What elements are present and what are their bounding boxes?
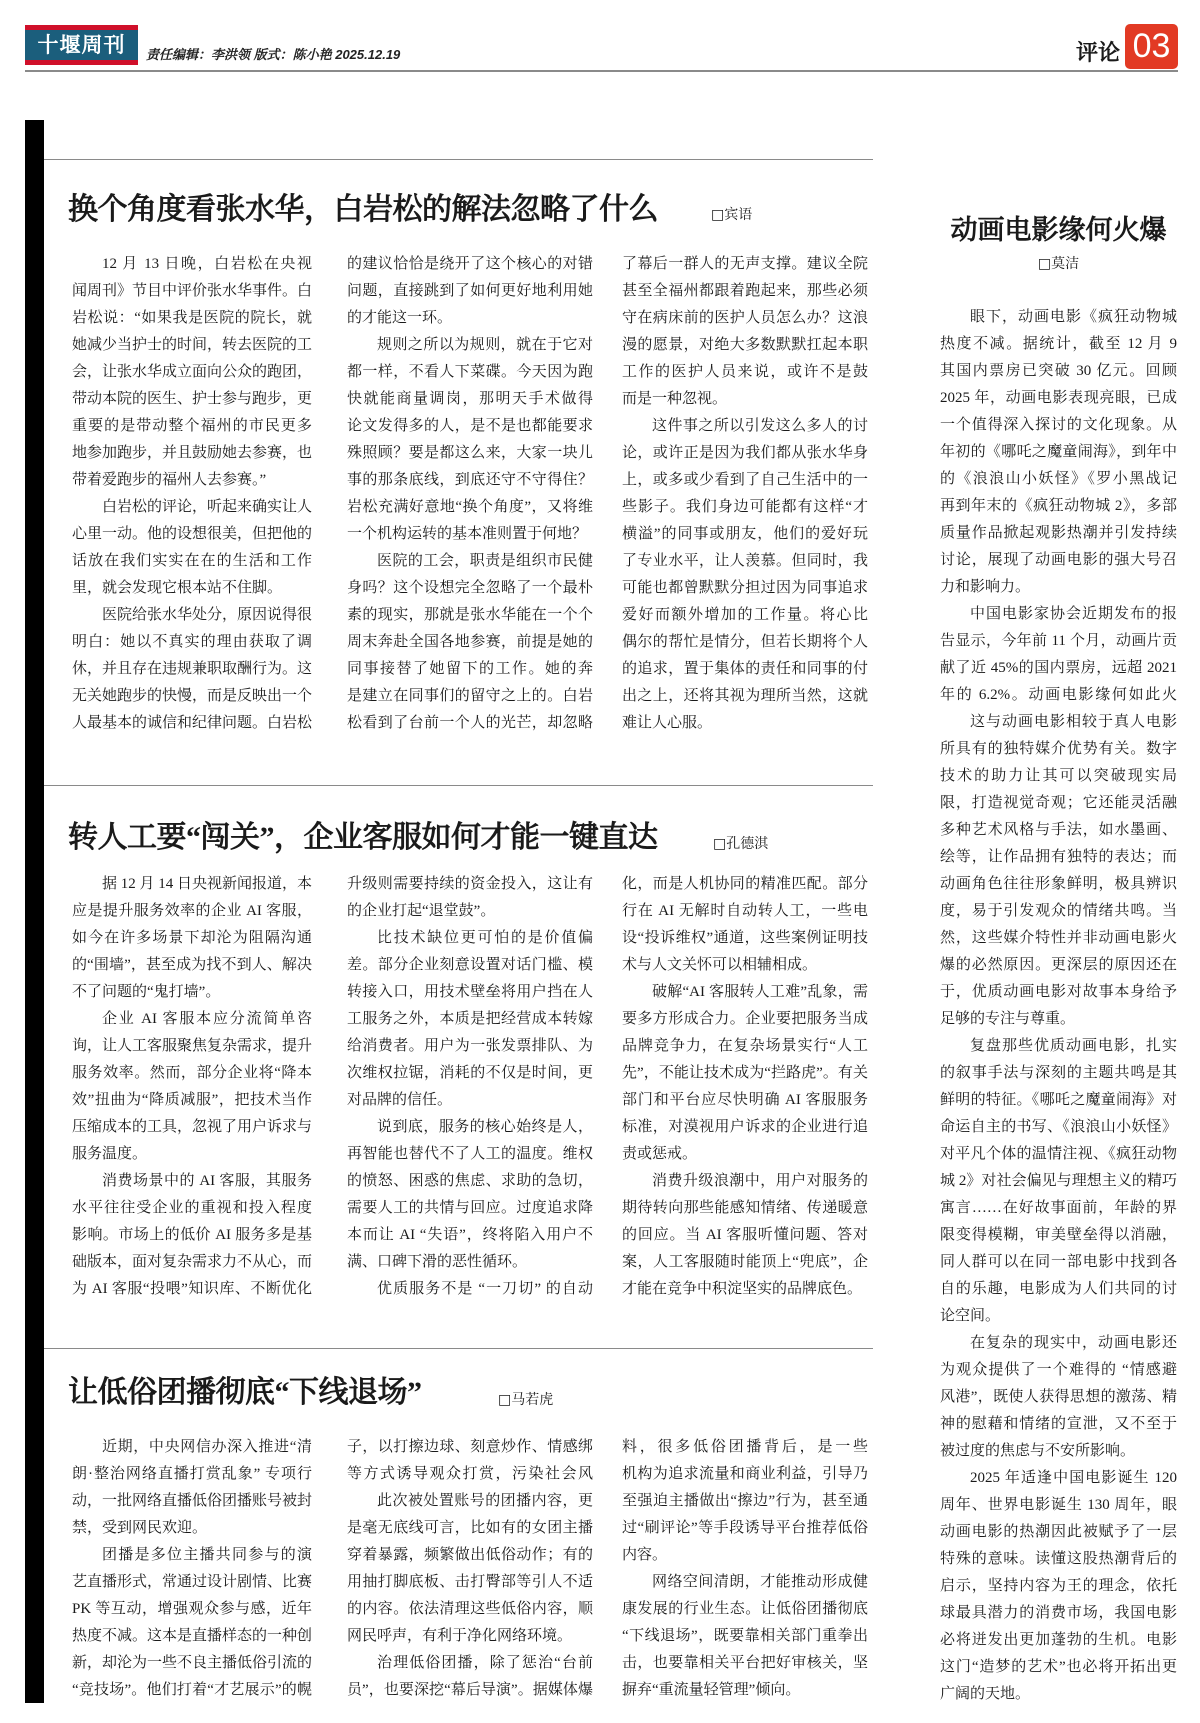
text-line: 的《浪浪山小妖怪》《罗小黑战记: [940, 471, 1177, 487]
text-line: 周年、世界电影诞生 130 周年，眼: [940, 1497, 1177, 1513]
text-line: 白岩松的评论，听起来确实让人: [102, 499, 312, 515]
text-line: 这件事之所以引发这么多人的讨: [652, 418, 868, 434]
text-line: 的内容。依法清理这些低俗内容，顺: [347, 1601, 593, 1617]
text-line: 本而让 AI “失语”，终将陷入用户不: [347, 1227, 593, 1243]
text-line: 技术的助力让其可以突破现实局: [940, 768, 1177, 784]
text-line: 素的现实，那就是张水华能在一个个: [347, 607, 593, 623]
text-line: 服务温度。: [72, 1146, 148, 1162]
text-line: 被过度的焦虑与不安所影响。: [940, 1443, 1136, 1459]
text-line: 重要的是带动整个福州的市民更多: [72, 418, 312, 434]
text-line: 不了问题的“鬼打墙”。: [72, 984, 221, 1000]
article-column: [622, 1434, 868, 1704]
text-line: 标准，对漠视用户诉求的企业进行追: [622, 1119, 868, 1135]
text-line: 行在 AI 无解时自动转人工，一些电: [622, 903, 868, 919]
text-line: 的回应。当 AI 客服听懂问题、答对: [622, 1227, 868, 1243]
text-line: 可能也都曾默默分担过因为同事追求: [622, 580, 868, 596]
text-line: 一个机构运转的基本准则置于何地？: [347, 526, 588, 542]
text-line: 才能在竞争中积淀坚实的品牌底色。: [622, 1281, 863, 1297]
text-line: 特殊的意味。读懂这股热潮背后的: [940, 1551, 1177, 1567]
text-line: 都一样，不看人下菜碟。今天因为跑: [347, 364, 593, 380]
text-line: 松看到了台前一个人的光芒，却忽略: [347, 715, 593, 731]
text-line: 在复杂的现实中，动画电影还: [970, 1335, 1177, 1351]
text-line: PK 等互动，增强观众参与感，近年: [72, 1601, 312, 1617]
text-line: 这与动画电影相较于真人电影: [970, 714, 1177, 730]
text-line: 中国电影家协会近期发布的报: [970, 606, 1177, 622]
text-line: 所具有的独特媒介优势有关。数字: [940, 741, 1177, 757]
text-line: 规则之所以为规则，就在于它对: [377, 337, 593, 353]
text-line: 论文发得多的人，是不是也都能要求: [347, 418, 593, 434]
text-line: 此次被处置账号的团播内容，更: [377, 1493, 593, 1509]
text-line: 摒弃“重流量轻管理”倾向。: [622, 1682, 801, 1698]
text-line: 同人群可以在同一部电影中找到各: [940, 1254, 1177, 1270]
text-line: 破解“AI 客服转人工难”乱象，需: [652, 984, 868, 1000]
article-column: [347, 871, 593, 1303]
text-line: “下线退场”，既要靠相关部门重拳出: [622, 1628, 868, 1644]
left-black-bar: [25, 120, 44, 1703]
text-line: 殊照顾？要是都这么来，大家一块儿: [347, 445, 593, 461]
text-line: 绘等，让作品拥有独特的表达；而: [940, 849, 1177, 865]
text-line: 动画电影的热潮因此被赋予了一层: [940, 1524, 1177, 1540]
text-line: 比技术缺位更可怕的是价值偏: [377, 930, 593, 946]
text-line: 医院给张水华处分，原因说得很: [102, 607, 312, 623]
text-line: 热度不减。据统计，截至 12 月 9: [940, 336, 1177, 352]
text-line: 效”扭曲为“降质减服”，把技术当作: [72, 1092, 312, 1108]
section-label: 评论: [1076, 41, 1121, 66]
text-line: 是毫无底线可言，比如有的女团主播: [347, 1520, 593, 1536]
text-line: 团播是多位主播共同参与的演: [102, 1547, 312, 1563]
text-line: 横溢”的同事或朋友，他们的爱好玩: [622, 526, 868, 542]
text-line: 料，很多低俗团播背后，是一些: [622, 1439, 868, 1455]
text-line: 网民呼声，有利于净化网络环境。: [347, 1628, 573, 1644]
text-line: 寓言……在好故事面前，年龄的界: [940, 1200, 1177, 1216]
text-line: 无关她跑步的快慢，而是反映出一个: [72, 688, 312, 704]
text-line: 闻周刊》节目中评价张水华事件。白: [72, 283, 312, 299]
text-line: 动画角色往往形象鲜明，极具辨识: [940, 876, 1177, 892]
text-line: 朗·整治网络直播打赏乱象” 专项行: [72, 1466, 312, 1482]
text-line: 球最具潜力的消费市场，我国电影: [940, 1605, 1177, 1621]
text-line: 岩松充满好意地“换个角度”，又将维: [347, 499, 593, 515]
text-line: 升级则需要持续的资金投入，这让有: [347, 876, 593, 892]
text-line: 子，以打擦边球、刻意炒作、情感绑: [347, 1439, 593, 1455]
text-line: “竞技场”。他们打着“才艺展示”的幌: [72, 1682, 312, 1698]
text-line: 内容。: [622, 1547, 668, 1563]
text-line: 要多方形成合力。企业要把服务当成: [622, 1011, 868, 1027]
text-line: 的才能这一环。: [347, 310, 453, 326]
text-line: 启示，坚持内容为王的理念，依托: [940, 1578, 1177, 1594]
text-line: 神的慰藉和情绪的宣泄，又不至于: [940, 1416, 1177, 1432]
text-line: 先”，不能让技术成为“拦路虎”。有关: [622, 1065, 868, 1081]
text-line: 难让人心服。: [622, 715, 713, 731]
text-line: 一个值得深入探讨的文化现象。从: [940, 417, 1177, 433]
text-line: 新，却沦为一些不良主播低俗引流的: [72, 1655, 312, 1671]
text-line: 压缩成本的工具，忽视了用户诉求与: [72, 1119, 312, 1135]
text-line: 2025 年，动画电影表现亮眼，已成: [940, 390, 1177, 406]
text-line: 艺直播形式，常通过设计剧情、比赛: [72, 1574, 312, 1590]
text-line: 服务效率。然而，部分企业将“降本: [72, 1065, 312, 1081]
text-line: 人最基本的诚信和纪律问题。白岩松: [72, 715, 312, 731]
text-line: 优质服务不是 “一刀切” 的自动: [377, 1281, 593, 1297]
text-line: 是建立在同事们的留守之上的。白岩: [347, 688, 593, 704]
text-line: 水平往往受企业的重视和投入程度: [72, 1200, 312, 1216]
text-line: 设“投诉维权”通道，这些案例证明技: [622, 930, 868, 946]
text-line: 责或惩戒。: [622, 1146, 698, 1162]
text-line: 问题，直接跳到了如何更好地利用她: [347, 283, 593, 299]
text-line: 复盘那些优质动画电影，扎实: [970, 1038, 1177, 1054]
text-line: 地参加跑步，并且鼓励她去参赛，也: [72, 445, 312, 461]
masthead-logo: 十堰周刊: [25, 25, 138, 65]
text-line: 对品牌的信任。: [347, 1092, 453, 1108]
article-column: [72, 251, 312, 737]
text-line: 部门和平台应尽快明确 AI 客服服务: [622, 1092, 868, 1108]
text-line: 的追求，置于集体的责任和同事的付: [622, 661, 868, 677]
text-line: 2025 年适逢中国电影诞生 120: [970, 1470, 1177, 1486]
text-line: 甚至全福州都跟着跑起来，那些必须: [622, 283, 868, 299]
text-line: 眼下，动画电影《疯狂动物城: [970, 309, 1177, 325]
article-byline: □马若虎: [498, 1392, 554, 1408]
text-line: 品牌竞争力，在复杂场景实行“人工: [622, 1038, 868, 1054]
text-line: 了幕后一群人的无声支撑。建议全院: [622, 256, 868, 272]
article-column: [622, 251, 868, 737]
text-line: 了专业水平，让人羡慕。但同时，我: [622, 553, 868, 569]
editor-credits: 责任编辑：李洪领 版式：陈小艳 2025.12.19: [146, 47, 401, 62]
article-column: [72, 871, 312, 1303]
text-line: 献了近 45%的国内票房，远超 2021: [940, 660, 1177, 676]
text-line: 动，一批网络直播低俗团播账号被封: [72, 1493, 312, 1509]
text-line: 于，优质动画电影对故事本身给予: [940, 984, 1177, 1000]
text-line: 转接入口，用技术壁垒将用户挡在人: [347, 984, 593, 1000]
text-line: 带着爱跑步的福州人去参赛。”: [72, 472, 267, 488]
text-line: 用抽打脚底板、击打臀部等引人不适: [347, 1574, 593, 1590]
article-title: 换个角度看张水华，白岩松的解法忽略了什么: [68, 193, 658, 226]
text-line: 明白：她以不真实的理由获取了调: [72, 634, 312, 650]
text-line: 命运自主的书写、《浪浪山小妖怪》: [940, 1119, 1177, 1135]
text-line: 术与人文关怀可以相辅相成。: [622, 957, 818, 973]
text-line: 的建议恰恰是绕开了这个核心的对错: [347, 256, 593, 272]
text-line: 近期，中央网信办深入推进“清: [102, 1439, 312, 1455]
text-line: 消费升级浪潮中，用户对服务的: [652, 1173, 868, 1189]
text-line: 力和影响力。: [940, 579, 1031, 595]
article-column: [347, 251, 593, 737]
article-title: 转人工要“闯关”，企业客服如何才能一键直达: [68, 821, 658, 854]
text-line: 里，就会发现它根本站不住脚。: [72, 580, 283, 596]
text-line: 础版本，面对复杂需求力不从心，而: [72, 1254, 312, 1270]
text-line: 如今在许多场景下却沦为阻隔沟通: [72, 930, 312, 946]
text-line: 城 2》对社会偏见与理想主义的精巧: [940, 1173, 1177, 1189]
text-line: 带动本院的医生、护士参与跑步，更: [72, 391, 312, 407]
text-line: 偶尔的帮忙是情分，但若长期将个人: [622, 634, 868, 650]
text-line: 她减少当护士的时间，转去医院的工: [72, 337, 312, 353]
text-line: 机构为追求流量和商业利益，引导乃: [622, 1466, 868, 1482]
side-article-title: 动画电影缘何火爆: [950, 215, 1167, 245]
text-line: 漫的愿景，对绝大多数默默扛起本职: [622, 337, 868, 353]
text-line: 禁，受到网民欢迎。: [72, 1520, 208, 1536]
text-line: 应是提升服务效率的企业 AI 客服，: [72, 903, 312, 919]
text-line: 风港”，既使人获得思想的激荡、精: [940, 1389, 1177, 1405]
text-line: 再智能也替代不了人工的温度。维权: [347, 1146, 593, 1162]
text-line: 消费场景中的 AI 客服，其服务: [102, 1173, 312, 1189]
text-line: 广阔的天地。: [940, 1686, 1031, 1702]
text-line: 热度不减。这本是直播样态的一种创: [72, 1628, 312, 1644]
text-line: 而是一种忽视。: [622, 391, 728, 407]
text-line: 限变得模糊，审美壁垒得以消融，: [940, 1227, 1177, 1243]
text-line: 说到底，服务的核心始终是人，: [377, 1119, 593, 1135]
article-column: [72, 1434, 312, 1704]
text-line: 自的乐趣，电影成为人们共同的讨: [940, 1281, 1177, 1297]
text-line: 满、口碑下滑的恶性循环。: [347, 1254, 528, 1270]
article-byline: □孔德淇: [713, 836, 769, 852]
text-line: 化，而是人机协同的精准匹配。部分: [622, 876, 868, 892]
article-title: 让低俗团播彻底“下线退场”: [68, 1376, 422, 1409]
text-line: 期待转向那些能感知情绪、传递暖意: [622, 1200, 868, 1216]
text-line: 询，让人工客服聚焦复杂需求，提升: [72, 1038, 312, 1054]
text-line: 差。部分企业刻意设置对话门槛、模: [347, 957, 593, 973]
text-line: 次维权拉锯，消耗的不仅是时间，更: [347, 1065, 593, 1081]
text-line: 然，这些媒介特性并非动画电影火: [940, 930, 1177, 946]
text-line: 企业 AI 客服本应分流简单咨: [102, 1011, 312, 1027]
text-line: 论，或许正是因为我们都从张水华身: [622, 445, 868, 461]
article-divider: [44, 785, 873, 786]
text-line: 必将迸发出更加蓬勃的生机。电影: [940, 1632, 1177, 1648]
text-line: 度，易于引发观众的情绪共鸣。当: [940, 903, 1177, 919]
text-line: 再到年末的《疯狂动物城 2》，多部: [940, 498, 1177, 514]
text-line: 话放在我们实实在在的生活和工作: [72, 553, 312, 569]
text-line: 影响。市场上的低价 AI 服务多是基: [72, 1227, 312, 1243]
text-line: 的愤怒、困惑的焦虑、求助的急切，: [347, 1173, 593, 1189]
article-byline: □宾语: [711, 207, 753, 223]
text-line: 年初的《哪吒之魔童闹海》，到年中: [940, 444, 1177, 460]
text-line: 工服务之外，本质是把经营成本转嫁: [347, 1011, 593, 1027]
text-line: 工作的医护人员来说，或许不是鼓: [622, 364, 868, 380]
text-line: 击，也要靠相关平台把好审核关，坚: [622, 1655, 868, 1671]
text-line: 网络空间清朗，才能推动形成健: [652, 1574, 868, 1590]
text-line: 守在病床前的医护人员怎么办？这浪: [622, 310, 868, 326]
text-line: 需要人工的共情与回应。过度追求降: [347, 1200, 593, 1216]
text-line: 治理低俗团播，除了惩治“台前: [377, 1655, 593, 1671]
text-line: 的“围墙”，甚至成为找不到人、解决: [72, 957, 312, 973]
text-line: 告显示，今年前 11 个月，动画片贡: [940, 633, 1177, 649]
side-article-column: [940, 304, 1177, 1708]
text-line: 穿着暴露，频繁做出低俗动作；有的: [347, 1547, 593, 1563]
text-line: 年的 6.2%。动画电影缘何如此火: [940, 687, 1177, 703]
article-divider: [44, 1348, 873, 1349]
text-line: 休，并且存在违规兼职取酬行为。这: [72, 661, 312, 677]
text-line: 足够的专注与尊重。: [940, 1011, 1076, 1027]
text-line: 至强迫主播做出“擦边”行为，甚至通: [622, 1493, 868, 1509]
text-line: 为观众提供了一个难得的 “情感避: [940, 1362, 1177, 1378]
text-line: 医院的工会，职责是组织市民健: [377, 553, 593, 569]
article-column: [622, 871, 868, 1303]
text-line: 身吗？这个设想完全忽略了一个最朴: [347, 580, 593, 596]
text-line: 事的那条底线，到底还守不守得住？: [347, 472, 593, 488]
article-column: [347, 1434, 593, 1704]
text-line: 出之上，还将其视为理所当然，这就: [622, 688, 868, 704]
text-line: 岩松说：“如果我是医院的院长，就: [72, 310, 312, 326]
text-line: 爆的必然原因。更深层的原因还在: [940, 957, 1177, 973]
page-number-badge: 03: [1125, 24, 1178, 69]
text-line: 会，让张水华成立面向公众的跑团，: [72, 364, 312, 380]
text-line: 的企业打起“退堂鼓”。: [347, 903, 496, 919]
text-line: 心里一动。他的设想很美，但把他的: [72, 526, 312, 542]
text-line: 其国内票房已突破 30 亿元。回顾: [940, 363, 1177, 379]
article-divider: [44, 159, 873, 160]
text-line: 论空间。: [940, 1308, 1001, 1324]
text-line: 12 月 13 日晚，白岩松在央视: [102, 256, 312, 272]
header-divider: [25, 70, 1178, 72]
text-line: 讨论，展现了动画电影的强大号召: [940, 552, 1177, 568]
text-line: 等方式诱导观众打赏，污染社会风: [347, 1466, 593, 1482]
side-article-byline: □莫洁: [1037, 256, 1080, 272]
text-line: 周末奔赴全国各地参赛，前提是她的: [347, 634, 593, 650]
text-line: 同事接替了她留下的工作。她的奔: [347, 661, 593, 677]
text-line: 鲜明的特征。《哪吒之魔童闹海》对: [940, 1092, 1177, 1108]
text-line: 员”，也要深挖“幕后导演”。据媒体爆: [347, 1682, 593, 1698]
text-line: 给消费者。用户为一张发票排队、为: [347, 1038, 593, 1054]
text-line: 案，人工客服随时能顶上“兜底”，企: [622, 1254, 868, 1270]
text-line: 过“刷评论”等手段诱导平台推荐低俗: [622, 1520, 868, 1536]
text-line: 些影子。我们身边可能都有这样“才: [622, 499, 868, 515]
text-line: 多种艺术风格与手法，如水墨画、: [940, 822, 1177, 838]
text-line: 质量作品掀起观影热潮并引发持续: [940, 525, 1177, 541]
text-line: 的叙事手法与深刻的主题共鸣是其: [940, 1065, 1177, 1081]
text-line: 上，或多或少看到了自己生活中的一: [622, 472, 868, 488]
text-line: 快就能商量调岗，那明天手术做得: [347, 391, 593, 407]
text-line: 爱好而额外增加的工作量。将心比: [622, 607, 868, 623]
text-line: 康发展的行业生态。让低俗团播彻底: [622, 1601, 868, 1617]
text-line: 据 12 月 14 日央视新闻报道，本: [102, 876, 312, 892]
text-line: 为 AI 客服“投喂”知识库、不断优化: [72, 1281, 312, 1297]
text-line: 限，打造视觉奇观；它还能灵活融: [940, 795, 1177, 811]
text-line: 对平凡个体的温情注视、《疯狂动物: [940, 1146, 1177, 1162]
text-line: 这门“造梦的艺术”也必将开拓出更: [940, 1659, 1177, 1675]
